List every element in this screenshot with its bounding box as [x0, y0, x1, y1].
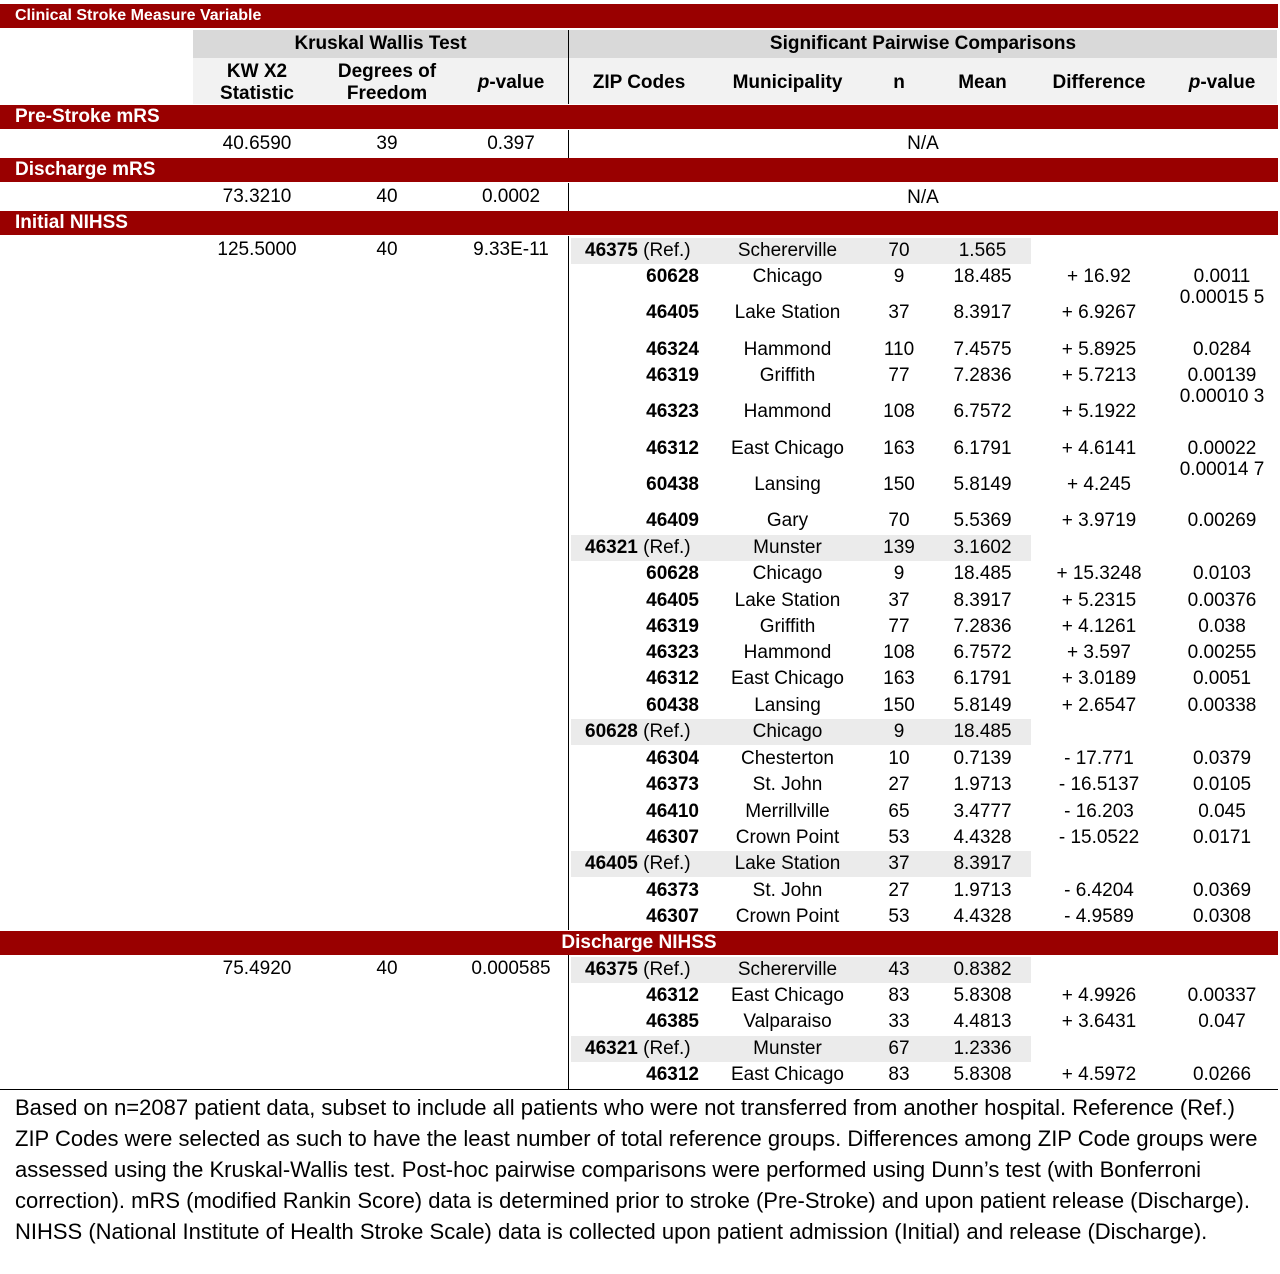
mean-value: 3.4777 [953, 801, 1012, 822]
zip-code: 46373 [646, 774, 699, 795]
df-value: 40 [376, 239, 398, 260]
municipality: Gary [766, 510, 809, 531]
table-row [0, 825, 1280, 851]
kw-stat-value: 40.6590 [222, 133, 292, 154]
mean-value: 5.8308 [953, 1064, 1012, 1085]
table-row [0, 386, 1280, 425]
municipality: Lake Station [734, 302, 841, 323]
pvalue-value: 0.397 [487, 133, 535, 154]
zip-code: 46319 [646, 365, 699, 386]
mean-value: 4.4328 [953, 827, 1012, 848]
zip-code: 46405 [646, 590, 699, 611]
zip-code: 46321 (Ref.) [585, 1038, 691, 1059]
difference-value: - 16.5137 [1058, 774, 1140, 795]
mean-value: 8.3917 [953, 590, 1012, 611]
mean-value: 7.2836 [953, 616, 1012, 637]
zip-code: 46405 (Ref.) [585, 853, 691, 874]
difference-value: + 15.3248 [1056, 563, 1142, 584]
kw-stat-value: 75.4920 [222, 958, 292, 979]
n-value: 53 [888, 906, 910, 927]
pvalue: 0.038 [1198, 616, 1246, 637]
reference-row [0, 957, 1280, 983]
difference-value: - 15.0522 [1058, 827, 1140, 848]
zip-code: 46321 (Ref.) [585, 537, 691, 558]
municipality: Crown Point [735, 906, 840, 927]
kw-stat-value: 125.5000 [217, 239, 297, 260]
zip-code: 46375 (Ref.) [585, 959, 691, 980]
zip-code: 46373 [646, 880, 699, 901]
zip-code: 60628 [646, 563, 699, 584]
table-row [0, 363, 1280, 389]
pvalue: 0.00022 [1187, 438, 1257, 459]
reference-row [0, 719, 1280, 745]
table-row [0, 436, 1280, 462]
df-value: 40 [376, 186, 398, 207]
zip-code: 46323 [646, 401, 699, 422]
zip-code: 46409 [646, 510, 699, 531]
table-row [0, 983, 1280, 1009]
mean-value: 6.7572 [953, 401, 1012, 422]
municipality: East Chicago [730, 985, 844, 1006]
n-value: 163 [883, 668, 915, 689]
col-kw-stat: KW X2 Statistic [220, 61, 294, 104]
table-row [0, 508, 1280, 534]
n-value: 67 [888, 1038, 910, 1059]
pvalue [1168, 1036, 1276, 1062]
table-row [0, 614, 1280, 640]
n-value: 9 [893, 563, 905, 584]
n-value: 83 [888, 985, 910, 1006]
table-row [0, 337, 1280, 363]
municipality: Griffith [759, 616, 816, 637]
n-value: 53 [888, 827, 910, 848]
n-value: 83 [888, 1064, 910, 1085]
col-municipality: Municipality [732, 72, 843, 93]
pvalue: 0.0051 [1192, 668, 1252, 689]
difference-value [1036, 238, 1162, 264]
table-header-bar [0, 4, 1278, 28]
mean-value: 0.7139 [953, 748, 1012, 769]
pvalue-value: 0.000585 [471, 958, 551, 979]
pvalue: 0.00376 [1187, 590, 1257, 611]
municipality: Lake Station [734, 590, 841, 611]
n-value: 65 [888, 801, 910, 822]
difference-value: + 3.6431 [1061, 1011, 1137, 1032]
table-row [0, 640, 1280, 666]
table-row [0, 459, 1280, 498]
n-value: 27 [888, 774, 910, 795]
difference-value: + 5.2315 [1061, 590, 1137, 611]
zip-code: 60628 [646, 266, 699, 287]
difference-value: + 6.9267 [1061, 302, 1137, 323]
municipality: Valparaiso [743, 1011, 832, 1032]
pvalue [1168, 851, 1276, 877]
difference-value: + 5.7213 [1061, 365, 1137, 386]
difference-value: - 16.203 [1064, 801, 1134, 822]
municipality: Merrillville [745, 801, 830, 822]
difference-value: + 4.5972 [1061, 1064, 1137, 1085]
n-value: 37 [888, 590, 910, 611]
pvalue: 0.0369 [1192, 880, 1252, 901]
pvalue: 0.045 [1198, 801, 1246, 822]
n-value: 37 [888, 302, 910, 323]
mean-value: 6.1791 [953, 438, 1012, 459]
df-value: 40 [376, 958, 398, 979]
n-value: 70 [888, 510, 910, 531]
difference-value: + 16.92 [1067, 266, 1131, 287]
difference-value: + 4.245 [1067, 474, 1131, 495]
mean-value: 1.9713 [953, 774, 1012, 795]
difference-value: + 5.8925 [1061, 339, 1137, 360]
pvalue [1168, 957, 1276, 983]
table-row [0, 1062, 1280, 1088]
pvalue: 0.00337 [1187, 985, 1257, 1006]
pvalue [1168, 535, 1276, 561]
zip-code: 46319 [646, 616, 699, 637]
col-difference: Difference [1052, 72, 1146, 93]
mean-value: 6.1791 [953, 668, 1012, 689]
n-value: 110 [883, 339, 915, 360]
municipality: Schererville [737, 959, 838, 980]
mean-value: 5.5369 [953, 510, 1012, 531]
mean-value: 5.8149 [953, 695, 1012, 716]
municipality: Schererville [737, 240, 838, 261]
difference-value: - 6.4204 [1064, 880, 1134, 901]
mean-value: 8.3917 [953, 853, 1012, 874]
pvalue [1168, 719, 1276, 745]
pvalue: 0.0105 [1192, 774, 1252, 795]
zip-code: 60438 [646, 474, 699, 495]
pvalue: 0.00014 7 [1179, 459, 1265, 480]
pvalue: 0.00139 [1187, 365, 1257, 386]
table-row [0, 746, 1280, 772]
zip-code: 46312 [646, 985, 699, 1006]
municipality: Crown Point [735, 827, 840, 848]
col-pvalue: p-value [477, 72, 545, 93]
municipality: Lansing [754, 474, 821, 495]
mean-value: 7.4575 [953, 339, 1012, 360]
difference-value [1036, 535, 1162, 561]
zip-code: 46307 [646, 906, 699, 927]
zip-code: 46312 [646, 438, 699, 459]
section-discharge-nihss: Discharge NIHSS [0, 931, 1278, 955]
na-value: N/A [907, 187, 939, 208]
difference-value: + 4.6141 [1061, 438, 1137, 459]
mean-value: 6.7572 [953, 642, 1012, 663]
mean-value: 0.8382 [953, 959, 1012, 980]
n-value: 139 [883, 537, 915, 558]
section-discharge-mrs: Discharge mRS [0, 158, 1278, 182]
municipality: Griffith [759, 365, 816, 386]
n-value: 108 [883, 642, 915, 663]
table-caption: Based on n=2087 patient data, subset to include all patients who were not transferred from another hospital. Reference (Ref.) ZIP Codes were selected as such to have the least number of total reference groups. Differences among ZIP Code groups were assessed using the Kruskal-Wallis test. Post-hoc pairwise comparisons were performed using Dunn’s test (with Bonferroni correction). mRS (modified Rankin Score) data is determined prior to stroke (Pre-Stroke) and upon patient release (Discharge). NIHSS (National Institute of Health Stroke Scale) data is collected upon patient admission (Initial) and release (Discharge). [15, 1095, 1258, 1244]
df-value: 39 [376, 133, 398, 154]
pvalue: 0.00015 5 [1179, 287, 1265, 308]
reference-row [0, 238, 1280, 264]
zip-code: 46304 [646, 748, 699, 769]
municipality: East Chicago [730, 668, 844, 689]
difference-value: + 4.1261 [1061, 616, 1137, 637]
pvalue [1168, 238, 1276, 264]
kruskal-wallis-heading: Kruskal Wallis Test [294, 33, 467, 54]
municipality: St. John [752, 880, 823, 901]
pvalue: 0.0379 [1192, 748, 1252, 769]
difference-value [1036, 1036, 1162, 1062]
zip-code: 60628 (Ref.) [585, 721, 691, 742]
mean-value: 4.4328 [953, 906, 1012, 927]
measure-variable-label: Clinical Stroke Measure Variable [15, 7, 262, 24]
municipality: Lake Station [734, 853, 841, 874]
municipality: Hammond [743, 401, 832, 422]
table-row [0, 588, 1280, 614]
difference-value [1036, 851, 1162, 877]
difference-value: - 4.9589 [1064, 906, 1134, 927]
pvalue: 0.0266 [1192, 1064, 1252, 1085]
n-value: 108 [883, 401, 915, 422]
pvalue: 0.0011 [1193, 266, 1251, 287]
table-row [0, 666, 1280, 692]
municipality: Munster [753, 537, 822, 558]
mean-value: 5.8308 [953, 985, 1012, 1006]
mean-value: 1.2336 [953, 1038, 1012, 1059]
reference-row [0, 1036, 1280, 1062]
pvalue: 0.0171 [1192, 827, 1252, 848]
zip-code: 46323 [646, 642, 699, 663]
municipality: Chicago [752, 266, 823, 287]
col-degrees-freedom: Degrees of Freedom [337, 61, 437, 104]
municipality: Chicago [752, 563, 823, 584]
section-initial-nihss: Initial NIHSS [0, 211, 1278, 235]
zip-code: 46375 (Ref.) [585, 240, 691, 261]
col-mean: Mean [958, 72, 1007, 93]
n-value: 150 [883, 695, 915, 716]
pvalue: 0.047 [1198, 1011, 1246, 1032]
difference-value: + 3.0189 [1061, 668, 1137, 689]
na-value: N/A [907, 133, 939, 154]
municipality: Chesterton [741, 748, 834, 769]
n-value: 163 [883, 438, 915, 459]
n-value: 77 [888, 365, 910, 386]
zip-code: 46410 [646, 801, 699, 822]
municipality: Hammond [743, 339, 832, 360]
table-row [0, 561, 1280, 587]
pvalue: 0.00255 [1187, 642, 1257, 663]
municipality: Hammond [743, 642, 832, 663]
divider [568, 30, 569, 104]
table-row [0, 799, 1280, 825]
mean-value: 18.485 [953, 266, 1012, 287]
municipality: East Chicago [730, 1064, 844, 1085]
mean-value: 18.485 [953, 563, 1012, 584]
zip-code: 46324 [646, 339, 699, 360]
difference-value: + 3.597 [1067, 642, 1131, 663]
difference-value: - 17.771 [1064, 748, 1134, 769]
difference-value: + 3.9719 [1061, 510, 1137, 531]
zip-code: 46385 [646, 1011, 699, 1032]
mean-value: 5.8149 [953, 474, 1012, 495]
n-value: 9 [893, 721, 905, 742]
mean-value: 4.4813 [953, 1011, 1012, 1032]
table-row [0, 878, 1280, 904]
pvalue: 0.00338 [1187, 695, 1257, 716]
pvalue: 0.0284 [1192, 339, 1252, 360]
zip-code: 46312 [646, 1064, 699, 1085]
municipality: Lansing [754, 695, 821, 716]
difference-value [1036, 957, 1162, 983]
n-value: 33 [888, 1011, 910, 1032]
n-value: 9 [893, 266, 905, 287]
difference-value: + 2.6547 [1061, 695, 1137, 716]
reference-row [0, 535, 1280, 561]
mean-value: 18.485 [953, 721, 1012, 742]
n-value: 37 [888, 853, 910, 874]
difference-value: + 5.1922 [1061, 401, 1137, 422]
table-bottom-rule [0, 1089, 1278, 1090]
col-pvalue-2: p-value [1188, 72, 1256, 93]
reference-row [0, 851, 1280, 877]
difference-value: + 4.9926 [1061, 985, 1137, 1006]
n-value: 27 [888, 880, 910, 901]
mean-value: 1.9713 [953, 880, 1012, 901]
col-n: n [893, 72, 905, 93]
zip-code: 46312 [646, 668, 699, 689]
table-row [0, 1009, 1280, 1035]
n-value: 77 [888, 616, 910, 637]
kw-stat-value: 73.3210 [222, 186, 292, 207]
zip-code: 46307 [646, 827, 699, 848]
pvalue-value: 0.0002 [481, 186, 541, 207]
zip-code: 46405 [646, 302, 699, 323]
table-row [0, 904, 1280, 930]
pvalue: 0.0103 [1192, 563, 1252, 584]
section-pre-stroke-mrs: Pre-Stroke mRS [0, 105, 1278, 129]
pvalue: 0.0308 [1192, 906, 1252, 927]
table-row [0, 772, 1280, 798]
table-row [0, 264, 1280, 290]
n-value: 70 [888, 240, 910, 261]
mean-value: 7.2836 [953, 365, 1012, 386]
n-value: 43 [888, 959, 910, 980]
pairwise-heading: Significant Pairwise Comparisons [769, 33, 1077, 54]
table-row [0, 287, 1280, 326]
pvalue: 0.00269 [1187, 510, 1257, 531]
difference-value [1036, 719, 1162, 745]
municipality: Munster [753, 1038, 822, 1059]
pvalue-value: 9.33E-11 [473, 239, 549, 260]
mean-value: 8.3917 [953, 302, 1012, 323]
n-value: 10 [888, 748, 910, 769]
n-value: 150 [883, 474, 915, 495]
col-zip-codes: ZIP Codes [592, 72, 686, 93]
mean-value: 1.565 [958, 240, 1007, 261]
pvalue: 0.00010 3 [1179, 386, 1265, 407]
zip-code: 60438 [646, 695, 699, 716]
table-row [0, 693, 1280, 719]
mean-value: 3.1602 [953, 537, 1012, 558]
municipality: St. John [752, 774, 823, 795]
municipality: East Chicago [730, 438, 844, 459]
municipality: Chicago [752, 721, 823, 742]
